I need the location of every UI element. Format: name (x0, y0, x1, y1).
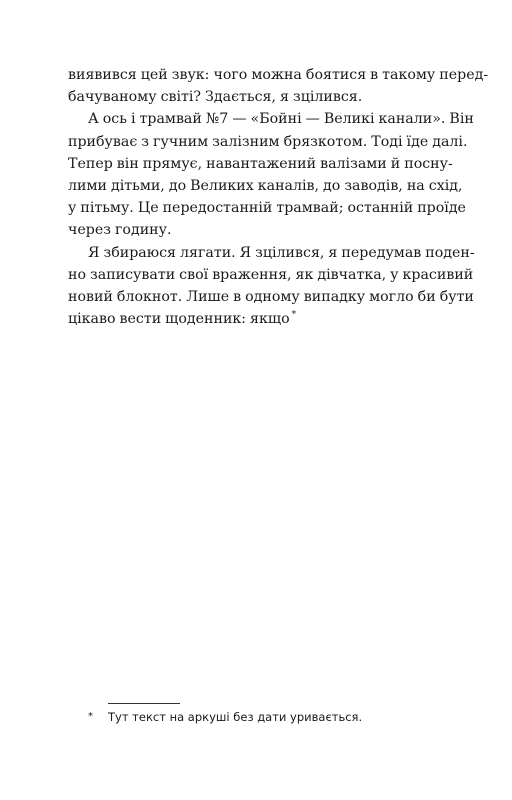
text-line: прибуває з гучним залізним брязкотом. Тоді їде далі. (68, 133, 468, 150)
footnote-divider (108, 703, 180, 704)
main-text (68, 64, 489, 330)
text-line: лими дітьми, до Великих каналів, до заводів, на схід, (68, 178, 463, 195)
paragraph-3 (68, 242, 475, 331)
text-line: у пітьму. Це передостанній трамвай; останній проїде (68, 200, 466, 217)
text-line-content: цікаво вести щоденник: якщо (68, 311, 290, 328)
text-line: виявився цей звук: чого можна боятися в такому перед- (68, 67, 489, 83)
paragraph-2 (68, 108, 474, 241)
paragraph-1 (68, 64, 489, 108)
footnote-reference[interactable]: * (291, 310, 297, 321)
text-line (68, 308, 446, 330)
text-line: Я збираюся лягати. Я зцілився, я передумав поден- (88, 244, 475, 261)
text-line: через годину. (68, 222, 172, 239)
footnote-marker: * (88, 711, 93, 722)
text-line: бачуваному світі? Здається, я зцілився. (68, 89, 363, 106)
text-line: Тепер він прямує, навантажений валізами й посну- (68, 155, 453, 172)
text-line: новий блокнот. Лише в одному випадку могло би бути (68, 289, 474, 306)
text-line: но записувати свої враження, як дівчатка, у красивий (68, 266, 474, 283)
text-line: А ось і трамвай №7 — «Бойні — Великі канали». Він (88, 111, 474, 128)
footnote (88, 709, 448, 725)
footnote-text: Тут текст на аркуші без дати уривається. (108, 710, 363, 724)
